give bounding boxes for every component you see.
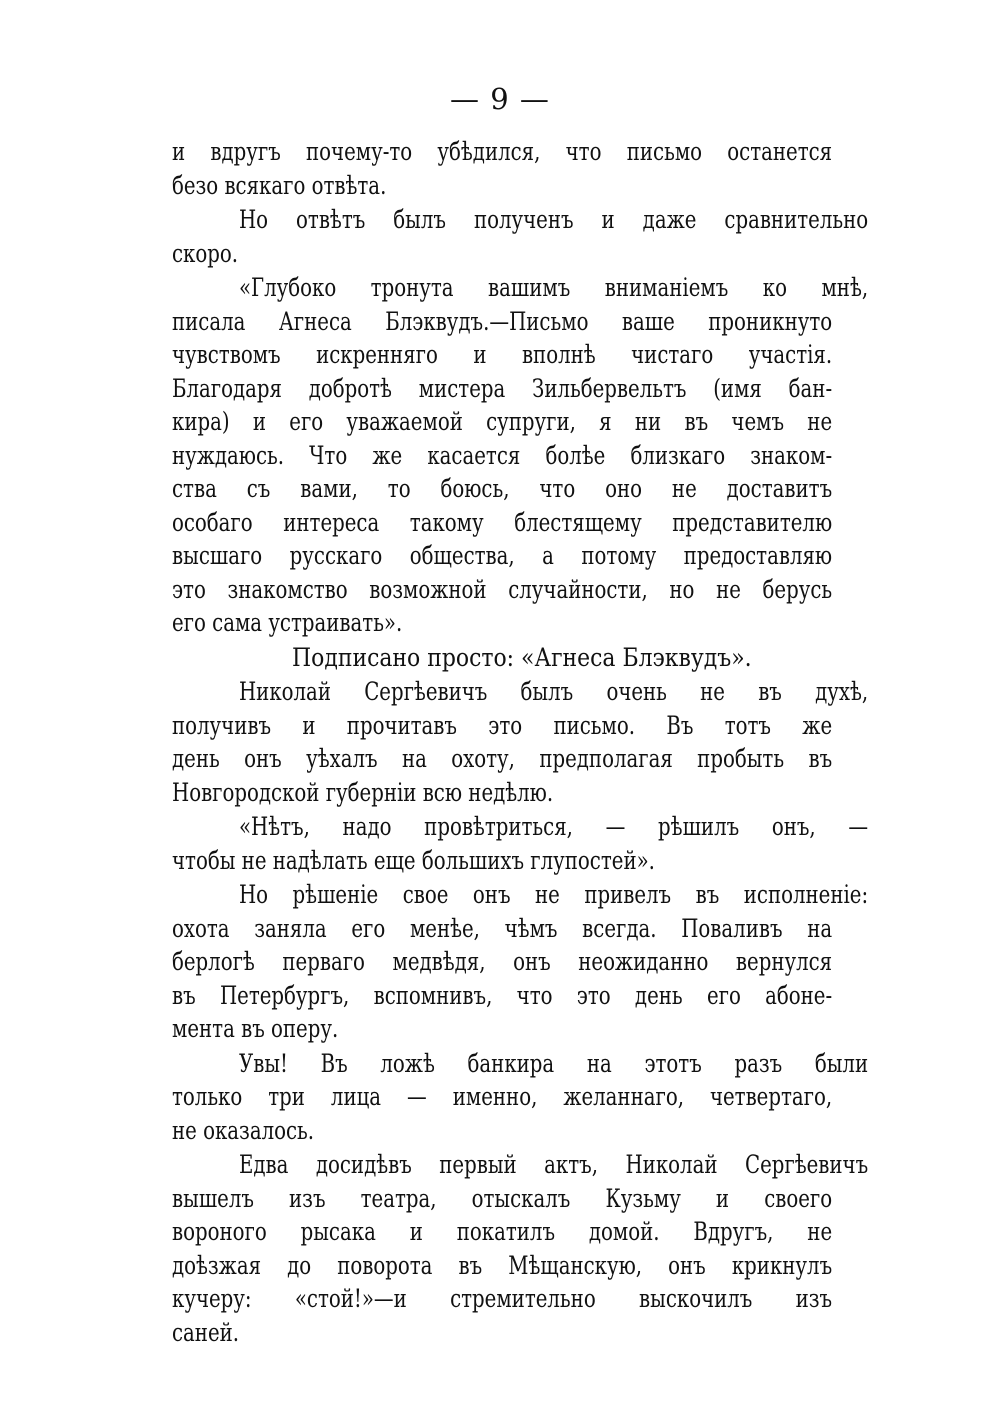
text-line bbox=[172, 204, 869, 238]
text-line bbox=[172, 1048, 869, 1082]
text-line-content: саней. bbox=[172, 1317, 240, 1348]
text-line-content: кира) и его уважаемой супруги, я ни въ чемъ не bbox=[172, 407, 833, 437]
text-line-content: кучеру: «стой!»—и стремительно выскочилъ изъ bbox=[172, 1284, 833, 1314]
text-line-content: «Глубоко тронута вашимъ вниманіемъ ко мнѣ, bbox=[238, 273, 869, 303]
text-line bbox=[172, 406, 832, 440]
text-line-content: мента въ оперу. bbox=[172, 1014, 339, 1044]
text-line bbox=[172, 1183, 832, 1217]
text-line bbox=[172, 710, 832, 744]
text-line bbox=[172, 777, 832, 811]
text-line-content: Но рѣшеніе свое онъ не привелъ въ исполненіе: bbox=[238, 880, 869, 910]
text-line bbox=[172, 1013, 832, 1047]
text-line bbox=[172, 306, 832, 340]
text-line bbox=[172, 1081, 832, 1115]
text-line bbox=[172, 676, 869, 710]
text-line bbox=[172, 1250, 832, 1284]
text-line-content: его сама устраивать». bbox=[172, 608, 403, 638]
text-line bbox=[172, 1149, 869, 1183]
text-line-content: вышелъ изъ театра, отыскалъ Кузьму и своего bbox=[172, 1183, 833, 1214]
text-line bbox=[172, 913, 832, 947]
text-line-content: высшаго русскаго общества, а потому предоставляю bbox=[172, 541, 833, 571]
text-line-content: нуждаюсь. Что же касается болѣе близкаго знаком- bbox=[172, 440, 833, 471]
text-line-content: только три лица — именно, желаннаго, четвертаго, bbox=[172, 1082, 833, 1112]
text-line bbox=[172, 136, 832, 170]
text-line-content: скоро. bbox=[172, 238, 239, 269]
text-line-content: Новгородской губерніи всю недѣлю. bbox=[172, 777, 554, 808]
page-number: — 9 — bbox=[450, 82, 550, 116]
paragraph bbox=[172, 1048, 869, 1149]
paragraphs-before-signature bbox=[172, 136, 869, 641]
text-line bbox=[172, 373, 832, 407]
text-line bbox=[172, 574, 832, 608]
text-line-content: чтобы не надѣлать еще большихъ глупостей». bbox=[172, 845, 655, 876]
text-line-content: писала Агнеса Блэквудъ.—Письмо ваше проникнуто bbox=[172, 306, 833, 337]
text-line bbox=[172, 1216, 832, 1250]
text-line bbox=[172, 272, 869, 306]
text-line bbox=[172, 743, 832, 777]
text-line bbox=[172, 238, 832, 272]
text-line-content: получивъ и прочитавъ это письмо. Въ тотъ же bbox=[172, 710, 833, 741]
text-line-content: Но отвѣтъ былъ полученъ и даже сравнительно bbox=[238, 205, 869, 235]
paragraph bbox=[172, 811, 869, 878]
body-text bbox=[172, 136, 869, 1351]
paragraph bbox=[172, 136, 832, 203]
text-line bbox=[172, 845, 832, 879]
paragraph bbox=[172, 204, 869, 271]
paragraph bbox=[172, 272, 869, 641]
paragraphs-after-signature bbox=[172, 676, 869, 1350]
text-line bbox=[172, 440, 832, 474]
text-line bbox=[172, 879, 869, 913]
letter-signature-text: Подписано просто: «Агнеса Блэквудъ». bbox=[292, 642, 752, 673]
text-line-content: Благодаря добротѣ мистера Зильбервельтъ (имя бан- bbox=[172, 373, 833, 404]
text-line-content: и вдругъ почему-то убѣдился, что письмо останется bbox=[172, 137, 833, 167]
paragraph bbox=[172, 676, 869, 810]
text-line bbox=[172, 607, 832, 641]
text-line bbox=[172, 473, 832, 507]
text-line bbox=[172, 946, 832, 980]
text-line bbox=[172, 980, 832, 1014]
text-line-content: «Нѣтъ, надо провѣтриться, — рѣшилъ онъ, — bbox=[238, 812, 869, 842]
text-line-content: Увы! Въ ложѣ банкира на этотъ разъ были bbox=[238, 1048, 869, 1079]
text-line-content: это знакомство возможной случайности, но не берусь bbox=[172, 574, 833, 605]
text-line-content: не оказалось. bbox=[172, 1115, 315, 1146]
text-line-content: безо всякаго отвѣта. bbox=[172, 170, 387, 201]
paragraph bbox=[172, 1149, 869, 1350]
paragraph bbox=[172, 879, 869, 1047]
text-line-content: вороного рысака и покатилъ домой. Вдругъ, не bbox=[172, 1217, 833, 1247]
text-line bbox=[172, 507, 832, 541]
text-line-content: охота заняла его менѣе, чѣмъ всегда. Поваливъ на bbox=[172, 913, 833, 944]
text-line-content: Николай Сергѣевичъ былъ очень не въ духѣ, bbox=[238, 677, 869, 707]
text-line-content: берлогѣ перваго медвѣдя, онъ неожиданно вернулся bbox=[172, 947, 833, 977]
text-line bbox=[172, 1115, 832, 1149]
text-line-content: чувствомъ искренняго и вполнѣ чистаго участія. bbox=[172, 340, 833, 370]
text-line-content: Едва досидѣвъ первый актъ, Николай Сергѣевичъ bbox=[238, 1150, 869, 1180]
text-line bbox=[172, 1317, 832, 1351]
text-line-content: въ Петербургъ, вспомнивъ, что это день его абоне- bbox=[172, 980, 833, 1011]
letter-signature bbox=[172, 642, 832, 676]
text-line bbox=[172, 540, 832, 574]
text-line-content: доѣзжая до поворота въ Мѣщанскую, онъ крикнулъ bbox=[172, 1250, 833, 1281]
text-line bbox=[172, 339, 832, 373]
text-line bbox=[172, 1283, 832, 1317]
text-line-content: особаго интереса такому блестящему представителю bbox=[172, 507, 833, 538]
text-line bbox=[172, 811, 869, 845]
text-line-content: ства съ вами, то боюсь, что оно не доставитъ bbox=[172, 474, 833, 504]
text-line-content: день онъ уѣхалъ на охоту, предполагая пробыть въ bbox=[172, 744, 833, 774]
text-line bbox=[172, 170, 832, 204]
